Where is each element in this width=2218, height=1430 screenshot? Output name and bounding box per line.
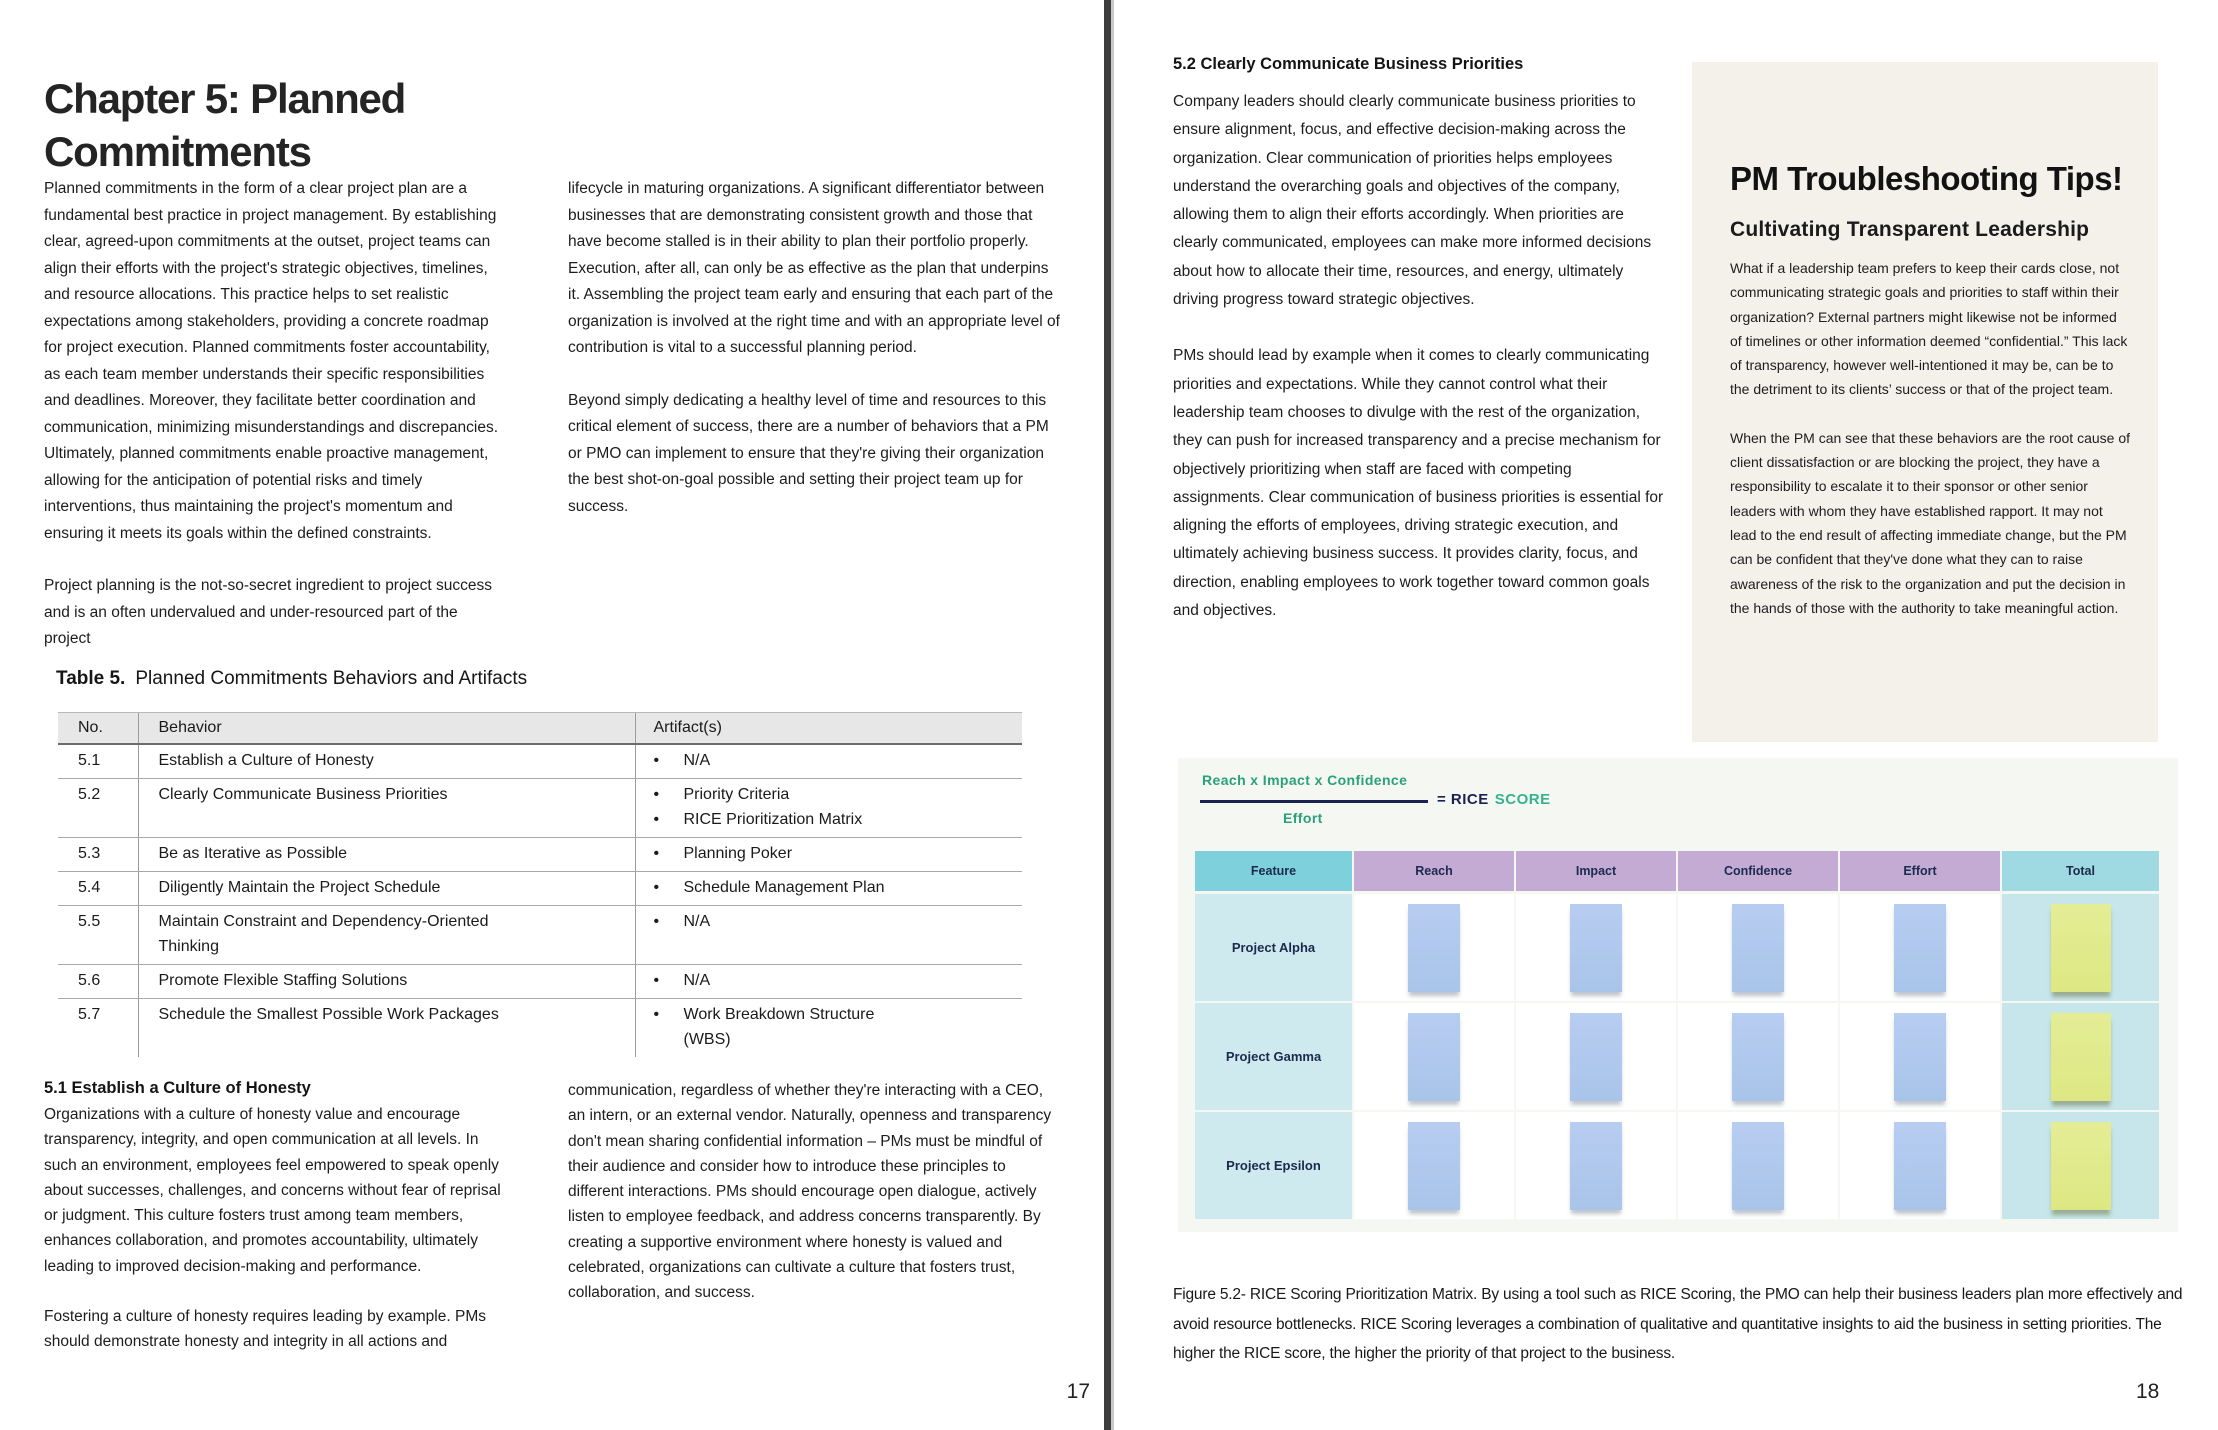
section-5-1-column-2 (568, 1078, 1064, 1331)
table-header-row (58, 713, 1022, 745)
table-row (58, 779, 1022, 838)
intro-paragraph: Beyond simply dedicating a healthy level of time and resources to this critical element of success, there are a number of behaviors that a PM or PMO can implement to ensure that they're giving their organization the best shot-on-goal possible and setting their project team up for success. (568, 391, 1049, 515)
sticky-note-blue (1408, 1013, 1460, 1101)
behavior-text: Promote Flexible Staffing Solutions (158, 972, 408, 989)
bullet-glyph: • (653, 811, 660, 828)
matrix-header-cell: Effort (1840, 851, 2000, 891)
table-header-behavior: Behavior (138, 713, 635, 745)
artifact-text: N/A (683, 972, 711, 989)
table-5-caption (56, 668, 527, 690)
feature-label-cell: Project Epsilon (1195, 1112, 1352, 1219)
artifacts-cell (635, 906, 1022, 965)
page-number-right: 18 (2136, 1380, 2160, 1403)
artifact-item (636, 841, 1023, 866)
score-cell (1678, 1003, 1838, 1110)
sticky-note-blue (1732, 1013, 1784, 1101)
rice-score-label: SCORE (1494, 791, 1551, 808)
score-cell (1516, 894, 1676, 1001)
artifact-text: Planning Poker (683, 845, 793, 862)
sticky-note-yellow (2051, 904, 2111, 992)
sticky-note-blue (1732, 1122, 1784, 1210)
sidebar-title: PM Troubleshooting Tips! (1730, 160, 2123, 197)
bullet-glyph: • (653, 845, 660, 862)
section-5-2-column (1173, 52, 1665, 653)
table-row (58, 999, 1022, 1058)
matrix-row (1195, 894, 2159, 1001)
sticky-note-blue (1732, 904, 1784, 992)
bullet-glyph: • (653, 1006, 660, 1023)
matrix-row (1195, 1112, 2159, 1219)
section-paragraph: PMs should lead by example when it comes to clearly communicating priorities and expectations. While they cannot control what their leadership team chooses to divulge with the rest of the organization, they can push for increased transparency and a precise mechanism for objectively prioritizing when staff are faced with competing assignments. Clear communication of business priorities is essential for aligning the efforts of employees, driving strategic execution, and ultimately achieving business success. It provides clarity, focus, and direction, enabling employees to work together toward common goals and objectives. (1173, 347, 1664, 620)
table-row (58, 838, 1022, 872)
section-paragraph: communication, regardless of whether they're interacting with a CEO, an intern, or an external vendor. Naturally, openness and transparency don't mean sharing confidential information – PMs must be mindful of their audience and consider how to introduce these principles to different interactions. PMs should encourage open dialogue, actively listen to employee feedback, and address concerns transparently. By creating a supportive environment where honesty is valued and celebrated, organizations can cultivate a culture that fosters trust, collaboration, and success. (568, 1082, 1052, 1302)
row-number-cell: 5.2 (58, 779, 138, 838)
intro-paragraph: lifecycle in maturing organizations. A significant differentiator between businesses that are demonstrating consistent growth and those that have become stalled is in their ability to plan their portfolio properly. Execution, after all, can only be as effective as the plan that underpins it. Assembling the project team early and ensuring that each part of the organization is involved at the right time and with an appropriate level of contribution is vital to a successful planning period. (568, 180, 1060, 356)
sticky-note-blue (1570, 1122, 1622, 1210)
rice-formula-fraction-line (1200, 800, 1428, 803)
total-cell (2002, 1003, 2159, 1110)
artifact-item (636, 875, 1023, 900)
score-cell (1840, 894, 2000, 1001)
matrix-header-cell: Feature (1195, 851, 1352, 891)
bullet-glyph: • (653, 752, 660, 769)
score-cell (1840, 1003, 2000, 1110)
matrix-header-cell: Impact (1516, 851, 1676, 891)
behavior-cell (138, 872, 635, 906)
sticky-note-blue (1408, 1122, 1460, 1210)
feature-label-cell: Project Alpha (1195, 894, 1352, 1001)
table-header-no: No. (58, 713, 138, 745)
rice-formula-denominator: Effort (1283, 810, 1323, 826)
total-cell (2002, 1112, 2159, 1219)
artifacts-cell (635, 838, 1022, 872)
behavior-cell (138, 906, 635, 965)
sticky-note-blue (1894, 1122, 1946, 1210)
table-row (58, 872, 1022, 906)
page-gutter-divider (1104, 0, 1111, 1430)
sticky-note-yellow (2051, 1013, 2111, 1101)
row-number-cell: 5.3 (58, 838, 138, 872)
behavior-cell (138, 744, 635, 779)
table-5-caption-text: Planned Commitments Behaviors and Artifacts (135, 668, 528, 689)
score-cell (1516, 1112, 1676, 1219)
page-gutter-highlight (1111, 0, 1114, 1430)
bullet-glyph: • (653, 972, 660, 989)
artifact-text: RICE Prioritization Matrix (683, 811, 863, 828)
behavior-text: Maintain Constraint and Dependency-Oriented Thinking (158, 913, 489, 955)
artifact-item (636, 1002, 1023, 1052)
intro-column-2 (568, 176, 1064, 546)
sidebar-subtitle: Cultivating Transparent Leadership (1730, 218, 2090, 241)
rice-equals-label: = RICE (1437, 791, 1489, 808)
table-5-behaviors-artifacts (58, 712, 1022, 1057)
table-row (58, 965, 1022, 999)
sticky-note-blue (1408, 904, 1460, 992)
rice-formula-result (1437, 791, 1551, 808)
section-5-1-heading: 5.1 Establish a Culture of Honesty (44, 1079, 311, 1097)
sidebar-paragraph: What if a leadership team prefers to keep their cards close, not communicating strategic goals and priorities to staff within their organization? External partners might likewise not be informed of timelines or other information deemed “confidential.” This lack of transparency, however well-intentioned it may be, can be to the detriment to its clients’ success or that of the project team. (1730, 260, 2128, 398)
matrix-header-cell: Confidence (1678, 851, 1838, 891)
artifacts-cell (635, 779, 1022, 838)
row-number-cell: 5.6 (58, 965, 138, 999)
section-5-2-heading: 5.2 Clearly Communicate Business Priorities (1173, 55, 1524, 73)
table-row (58, 744, 1022, 779)
sticky-note-blue (1894, 1013, 1946, 1101)
total-cell (2002, 894, 2159, 1001)
table-row (58, 906, 1022, 965)
bullet-glyph: • (653, 879, 660, 896)
figure-caption: Figure 5.2- RICE Scoring Prioritization Matrix. By using a tool such as RICE Scoring, the PMO can help their business leaders plan more effectively and avoid resource bottlenecks. RICE Scoring leverages a combination of qualitative and quantitative insights to aid the business in setting priorities. The higher the RICE score, the higher the priority of that project to the business. (1173, 1286, 2183, 1362)
score-cell (1354, 1003, 1514, 1110)
behavior-cell (138, 999, 635, 1058)
score-cell (1840, 1112, 2000, 1219)
artifact-item (636, 807, 1023, 832)
matrix-header-cell: Reach (1354, 851, 1514, 891)
feature-label-cell: Project Gamma (1195, 1003, 1352, 1110)
artifact-text: Schedule Management Plan (683, 879, 885, 896)
intro-column-1 (44, 176, 506, 679)
artifact-text: Priority Criteria (683, 786, 790, 803)
sticky-note-blue (1894, 904, 1946, 992)
behavior-cell (138, 838, 635, 872)
artifacts-cell (635, 965, 1022, 999)
artifacts-cell (635, 744, 1022, 779)
sidebar-paragraph: When the PM can see that these behaviors are the root cause of client dissatisfaction or are blocking the project, they have a responsibility to escalate it to their sponsor or other senior leaders with whom they have established rapport. It may not lead to the end result of affecting immediate change, but the PM can be confident that they've done what they can to raise awareness of the risk to the organization and put the decision in the hands of those with the authority to take meaningful action. (1730, 429, 2131, 616)
behavior-cell (138, 779, 635, 838)
artifact-text: N/A (683, 913, 711, 930)
score-cell (1354, 894, 1514, 1001)
score-cell (1678, 1112, 1838, 1219)
section-paragraph: Fostering a culture of honesty requires leading by example. PMs should demonstrate honesty and integrity in all actions and (44, 1308, 486, 1351)
intro-paragraph: Planned commitments in the form of a clear project plan are a fundamental best practice in project management. By establishing clear, agreed-upon commitments at the outset, project teams can align their efforts with the project's strategic objectives, timelines, and resource allocations. This practice helps to set realistic expectations among stakeholders, providing a concrete roadmap for project execution. Planned commitments foster accountability, as each team member understands their specific responsibilities and deadlines. Moreover, they facilitate better coordination and communication, minimizing misunderstandings and discrepancies. Ultimately, planned commitments enable proactive management, allowing for the anticipation of potential risks and timely interventions, thus maintaining the project's momentum and ensuring it meets its goals within the defined constraints. (44, 180, 499, 542)
behavior-text: Establish a Culture of Honesty (158, 752, 374, 769)
intro-paragraph: Project planning is the not-so-secret ingredient to project success and is an often undervalued and under-resourced part of the project (44, 577, 493, 647)
bullet-glyph: • (653, 786, 660, 803)
table-header-artifacts: Artifact(s) (635, 713, 1022, 745)
artifact-item (636, 909, 1023, 934)
row-number-cell: 5.7 (78, 1006, 101, 1023)
page-number-left: 17 (1066, 1380, 1090, 1403)
row-number-cell: 5.1 (58, 744, 138, 779)
sticky-note-blue (1570, 1013, 1622, 1101)
score-cell (1516, 1003, 1676, 1110)
section-paragraph: Organizations with a culture of honesty value and encourage transparency, integrity, and open communication at all levels. In such an environment, employees feel empowered to speak openly about successes, challenges, and concerns without fear of reprisal or judgment. This culture fosters trust among team members, enhances collaboration, and promotes accountability, ultimately leading to improved decision-making and performance. (44, 1106, 501, 1275)
artifact-item (636, 968, 1023, 993)
chapter-title: Chapter 5: Planned Commitments (44, 75, 406, 176)
matrix-header-row (1195, 851, 2159, 891)
section-5-1-column-1 (44, 1102, 506, 1380)
behavior-text: Diligently Maintain the Project Schedule (158, 879, 441, 896)
matrix-header-cell: Total (2002, 851, 2159, 891)
bullet-glyph: • (653, 913, 660, 930)
row-number-cell: 5.5 (58, 906, 138, 965)
table-5-caption-label: Table 5. (56, 668, 126, 689)
behavior-text: Clearly Communicate Business Priorities (158, 786, 448, 803)
section-paragraph: Company leaders should clearly communicate business priorities to ensure alignment, focus, and effective decision-making across the organization. Clear communication of priorities helps employees understand the overarching goals and objectives of the company, allowing them to align their efforts accordingly. When priorities are clearly communicated, employees can make more informed decisions about how to allocate their time, resources, and energy, ultimately driving progress toward strategic objectives. (1173, 93, 1652, 309)
pm-troubleshooting-sidebar (1692, 62, 2158, 742)
artifact-item (636, 782, 1023, 807)
figure-5-2-rice-matrix (1178, 758, 2178, 1232)
rice-formula-numerator: Reach x Impact x Confidence (1202, 772, 1408, 788)
artifacts-cell (635, 999, 1022, 1058)
behavior-text: Be as Iterative as Possible (158, 845, 348, 862)
artifact-text: N/A (683, 752, 711, 769)
score-cell (1678, 894, 1838, 1001)
behavior-cell (138, 965, 635, 999)
artifact-item (636, 748, 1023, 773)
sticky-note-blue (1570, 904, 1622, 992)
artifact-text: Work Breakdown Structure (WBS) (683, 1006, 875, 1048)
row-number-cell: 5.4 (58, 872, 138, 906)
behavior-text: Schedule the Smallest Possible Work Packages (158, 1006, 499, 1023)
artifacts-cell (635, 872, 1022, 906)
rice-matrix-grid (1195, 851, 2159, 1221)
sticky-note-yellow (2051, 1122, 2111, 1210)
matrix-row (1195, 1003, 2159, 1110)
score-cell (1354, 1112, 1514, 1219)
